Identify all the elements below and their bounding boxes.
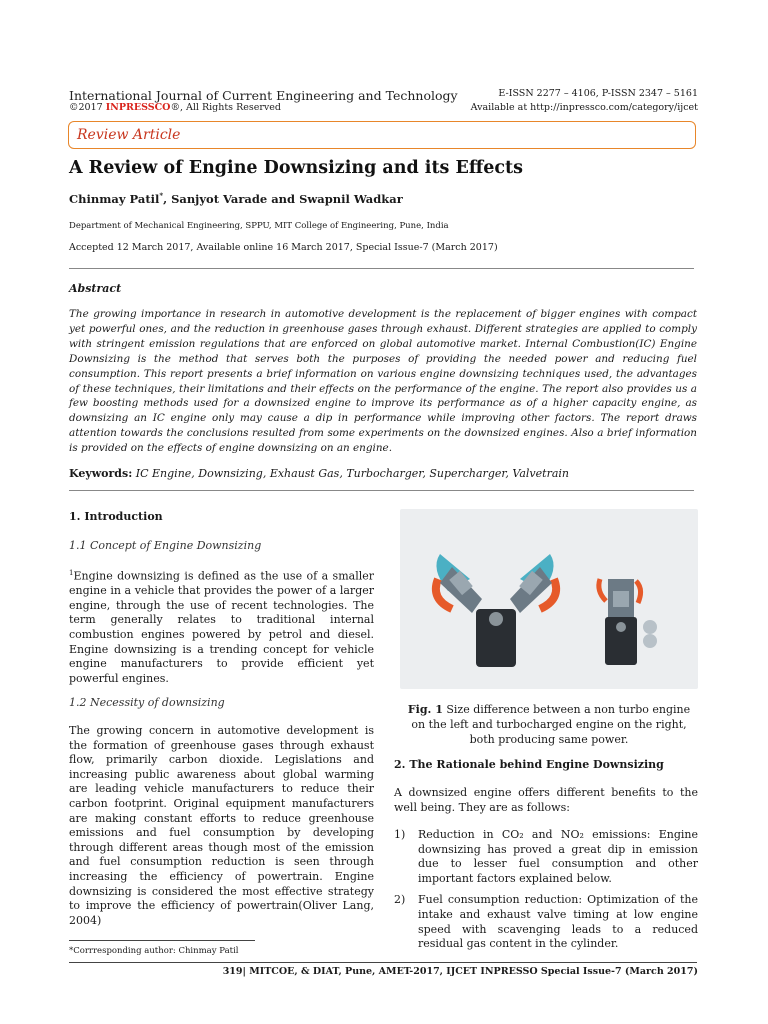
issn-line: E-ISSN 2277 – 4106, P-ISSN 2347 – 5161: [498, 88, 698, 99]
first-author: Chinmay Patil: [69, 191, 160, 206]
article-type-box: [68, 121, 696, 149]
figure-1-caption: [400, 702, 698, 747]
copyright-prefix: ©2017: [69, 102, 106, 113]
footnote-divider: [69, 940, 255, 941]
keywords: [69, 467, 569, 480]
other-authors: , Sanjyot Varade and Swapnil Wadkar: [163, 191, 403, 206]
benefits-list: [394, 828, 698, 959]
divider-keywords: [69, 490, 694, 491]
brand-name: INPRESSCO: [105, 102, 171, 113]
corresponding-mark: *: [159, 191, 164, 200]
list-number: 2): [394, 893, 406, 907]
footer-divider: [69, 962, 697, 963]
list-text: Reduction in CO₂ and NO₂ emissions: Engine downsizing has proved a great dip in emission due to lesser fuel consumption and other important factors explained below.: [418, 828, 698, 885]
para1-text: Engine downsizing is defined as the use of a smaller engine in a vehicle that provides the power of a larger engine, through the use of recent technologies. The term generally relates to traditional internal combustion engines powered by petrol and diesel. Engine downsizing is a trending concept for vehicle engine manufacturers to provide efficient yet powerful engines.: [69, 569, 374, 685]
figure-caption-text: Size difference between a non turbo engine on the left and turbocharged engine on the right, both producing same power.: [411, 703, 691, 746]
section-2-heading: 2. The Rationale behind Engine Downsizing: [394, 758, 664, 771]
list-item: [394, 893, 698, 951]
publication-dates: Accepted 12 March 2017, Available online 16 March 2017, Special Issue-7 (March 2017): [69, 242, 498, 253]
list-item: [394, 828, 698, 886]
paper-title: A Review of Engine Downsizing and its Effects: [69, 158, 523, 178]
turbo-engine: [599, 579, 657, 665]
section-1-heading: 1. Introduction: [69, 510, 163, 523]
section-1-1-paragraph: [69, 566, 374, 686]
section-2-intro: A downsized engine offers different benefits to the well being. They are as follows:: [394, 786, 698, 814]
subsection-1-2-heading: 1.2 Necessity of downsizing: [69, 696, 225, 709]
availability-link[interactable]: Available at http://inpressco.com/category/ijcet: [470, 102, 698, 113]
section-1-2-paragraph: The growing concern in automotive development is the formation of greenhouse gases through exhaust flow, primarily carbon dioxide. Legislations and increasing public awareness about global warming are leading vehicle manufacturers to reduce their carbon footprint. Original equipment manufacturers are making constant efforts to reduce greenhouse emissions and fuel consumption by developing through different areas though most of the emission and fuel consumption reduction is seen through increasing the efficiency of powertrain. Engine downsizing is considered the most effective strategy to improve the efficiency of powertrain(Oliver Lang, 2004): [69, 724, 374, 927]
figure-1-image: [400, 509, 698, 689]
copyright-suffix: ®, All Rights Reserved: [170, 102, 281, 113]
engine-comparison-illustration: [400, 509, 698, 689]
keywords-text: IC Engine, Downsizing, Exhaust Gas, Turbocharger, Supercharger, Valvetrain: [132, 467, 569, 480]
corresponding-author-footnote: *Corrresponding author: Chinmay Patil: [69, 946, 239, 956]
abstract-text: The growing importance in research in automotive development is the replacement of bigger engines with compact yet powerful ones, and the reduction in greenhouse gases through exhaust. Different strategies are applied to comply with stringent emission regulations that are enforced on global automotive market. Internal Combustion(IC) Engine Downsizing is the method that serves both the purposes of providing the needed power and reducing fuel consumption. This report presents a brief information on various engine downsizing techniques used, the advantages of these techniques, their limitations and their effects on the performance of the engine. The report also provides us a few boosting methods used for a downsized engine to improve its performance as of a higher capacity engine, as downsizing an IC engine only may cause a dip in performance while improving other factors. The report draws attention towards the conclusions resulted from some experiments on the downsized engines. Also a brief information is provided on the effects of engine downsizing on an engine.: [69, 308, 697, 455]
non-turbo-engine: [436, 554, 556, 667]
list-number: 1): [394, 828, 406, 841]
footnote-mark: 1: [69, 569, 74, 577]
abstract-heading: Abstract: [69, 282, 122, 295]
page-footer: 319| MITCOE, & DIAT, Pune, AMET-2017, IJCET INPRESSO Special Issue-7 (March 2017): [222, 966, 698, 977]
journal-name: International Journal of Current Engineering and Technology: [69, 88, 458, 103]
affiliation: Department of Mechanical Engineering, SPPU, MIT College of Engineering, Pune, India: [69, 221, 449, 231]
figure-label: Fig. 1: [407, 703, 443, 716]
author-list: [69, 191, 403, 206]
article-type-label: Review Article: [77, 127, 181, 143]
subsection-1-1-heading: 1.1 Concept of Engine Downsizing: [69, 539, 262, 552]
list-text: Fuel consumption reduction: Optimization of the intake and exhaust valve timing at low engine speed with scavenging leads to a reduced residual gas content in the cylinder.: [418, 893, 698, 951]
divider-top: [69, 268, 694, 269]
copyright-line: [69, 102, 281, 113]
keywords-label: Keywords:: [69, 467, 133, 480]
